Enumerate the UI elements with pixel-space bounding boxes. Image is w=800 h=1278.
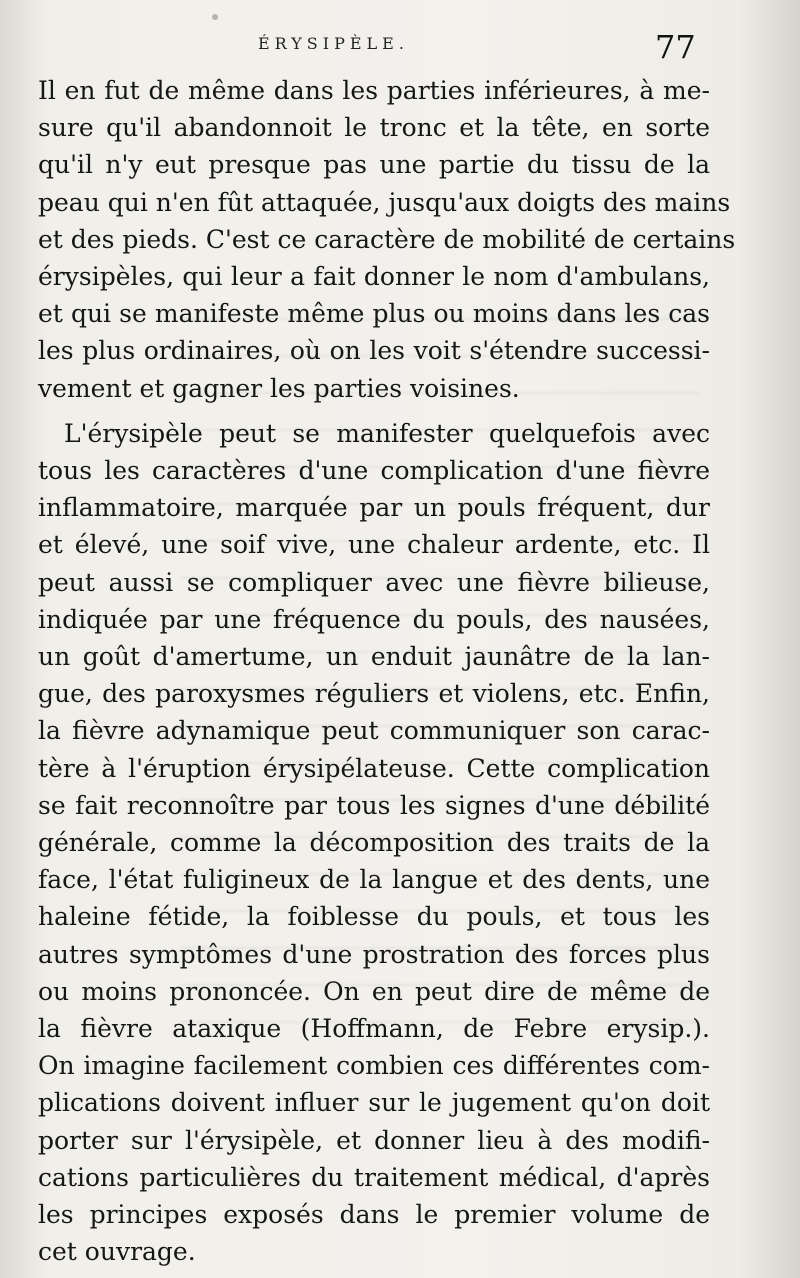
page-number: 77	[655, 28, 696, 66]
text-line: la fièvre adynamique peut communiquer son carac-	[38, 716, 710, 746]
page-speck	[212, 14, 218, 20]
text-line: plications doivent influer sur le jugement qu'on doit	[38, 1088, 710, 1118]
text-line: un goût d'amertume, un enduit jaunâtre de la lan-	[38, 642, 710, 672]
text-line: inflammatoire, marquée par un pouls fréquent, dur	[38, 493, 710, 523]
text-line: gue, des paroxysmes réguliers et violens, etc. Enfin,	[38, 679, 710, 709]
text-line: et élevé, une soif vive, une chaleur ardente, etc. Il	[38, 530, 710, 560]
text-line: peau qui n'en fût attaquée, jusqu'aux doigts des mains	[38, 187, 731, 217]
text-line: et des pieds. C'est ce caractère de mobilité de certains	[38, 224, 736, 254]
text-line: qu'il n'y eut presque pas une partie du tissu de la	[38, 150, 710, 180]
text-line: tère à l'éruption érysipélateuse. Cette complication	[38, 753, 710, 783]
running-head: ÉRYSIPÈLE.	[258, 34, 409, 53]
text-line: la fièvre ataxique (Hoffmann, de Febre erysip.).	[38, 1014, 710, 1044]
text-line: tous les caractères d'une complication d'une fièvre	[38, 456, 710, 486]
text-line: autres symptômes d'une prostration des forces plus	[38, 939, 710, 969]
text-line: peut aussi se compliquer avec une fièvre bilieuse,	[38, 567, 710, 597]
text-line: Il en fut de même dans les parties inférieures, à me-	[38, 76, 710, 105]
text-line: cet ouvrage.	[38, 1237, 196, 1267]
text-line: indiquée par une fréquence du pouls, des nausées,	[38, 604, 710, 634]
text-line: porter sur l'érysipèle, et donner lieu à des modifi-	[38, 1125, 710, 1155]
text-line: générale, comme la décomposition des traits de la	[38, 828, 710, 858]
text-line: ou moins prononcée. On en peut dire de même de	[38, 976, 710, 1006]
text-line: On imagine facilement combien ces différentes com-	[38, 1051, 710, 1081]
text-line: les principes exposés dans le premier volume de	[38, 1200, 710, 1230]
text-line: les plus ordinaires, où on les voit s'étendre successi-	[38, 336, 710, 366]
text-line: et qui se manifeste même plus ou moins dans les cas	[38, 299, 710, 329]
text-line: face, l'état fuligineux de la langue et des dents, une	[38, 865, 710, 895]
text-line: vement et gagner les parties voisines.	[38, 373, 520, 403]
text-line: sure qu'il abandonnoit le tronc et la tête, en sorte	[38, 113, 710, 143]
text-line: L'érysipèle peut se manifester quelquefois avec	[64, 418, 710, 448]
text-line: haleine fétide, la foiblesse du pouls, et tous les	[38, 902, 710, 932]
text-line: érysipèles, qui leur a fait donner le nom d'ambulans,	[38, 262, 710, 292]
page-header	[0, 28, 800, 76]
text-line: cations particulières du traitement médical, d'après	[38, 1162, 710, 1192]
body-text	[38, 72, 736, 1271]
text-line: se fait reconnoître par tous les signes d'une débilité	[38, 790, 710, 820]
